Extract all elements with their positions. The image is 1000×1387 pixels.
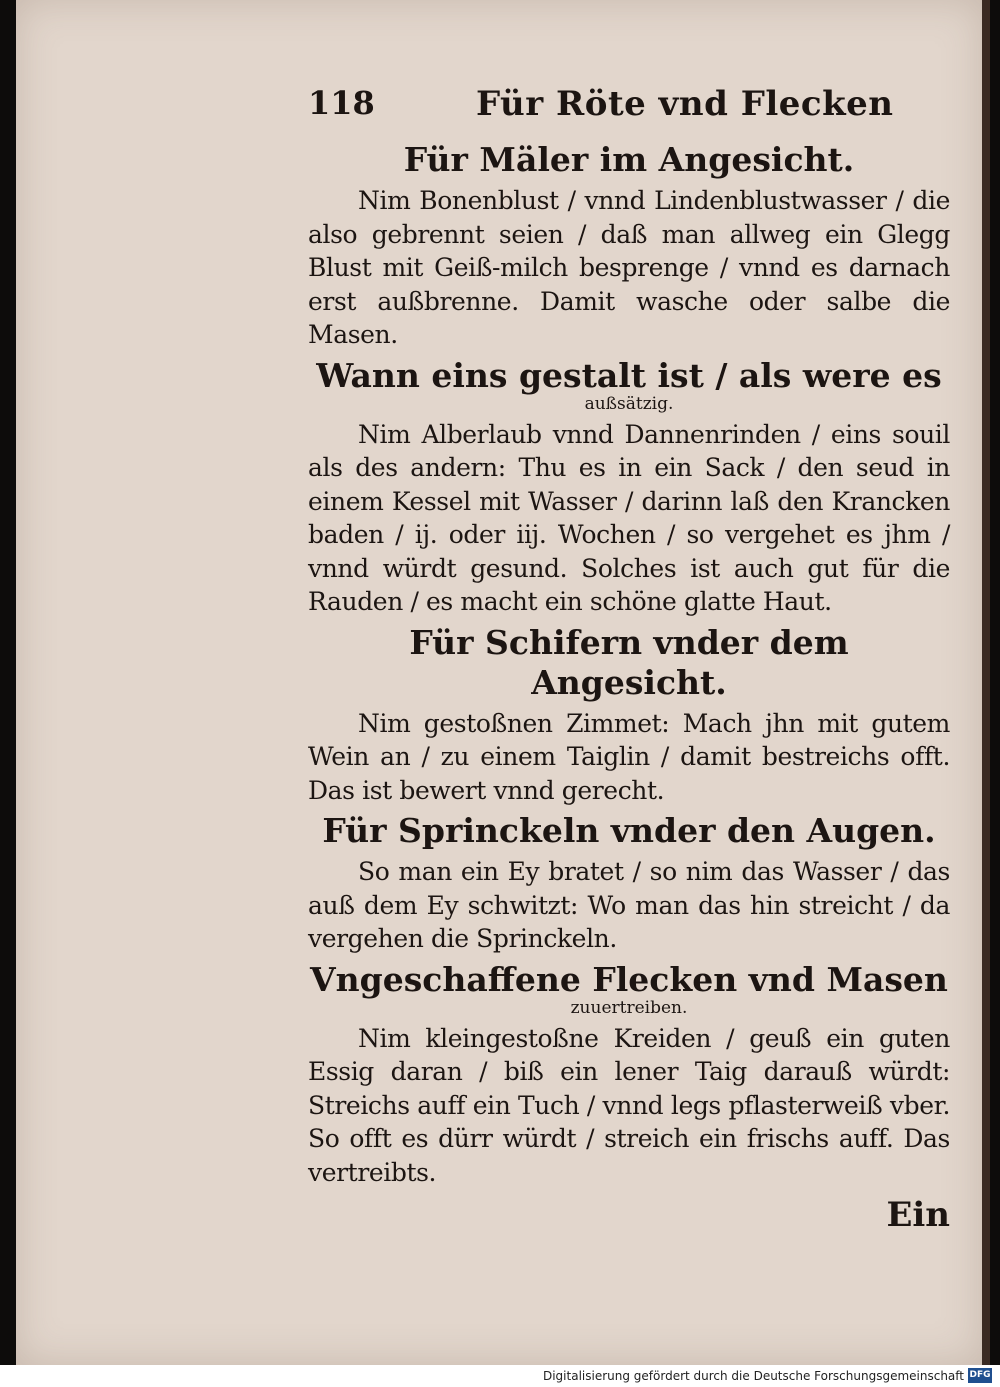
page-header: [308, 80, 950, 136]
section-schifern: [308, 623, 950, 808]
section-subheading: zuuertreiben.: [570, 997, 688, 1018]
section-subheading: außsätzig.: [584, 393, 674, 414]
section-text: So man ein Ey bratet / so nim das Wasser / das auß dem Ey schwitzt: Wo man das hin streicht / da vergehen die Sprinckeln.: [308, 857, 950, 953]
page-edge: [982, 0, 990, 1365]
section-maeler: [308, 140, 950, 352]
text-block: [308, 80, 950, 1235]
section-sprinckeln: [308, 811, 950, 956]
catchword: Ein: [886, 1195, 950, 1235]
section-heading: Vngeschaffene Flecken vnd Masen: [310, 959, 948, 999]
section-heading: Für Mäler im Angesicht.: [403, 140, 855, 179]
section-flecken: [308, 960, 950, 1190]
section-heading: Wann eins gestalt ist / als were es: [316, 355, 942, 395]
funding-credit: Digitalisierung gefördert durch die Deutsche Forschungsgemeinschaft: [542, 1369, 964, 1383]
section-heading: Für Sprinckeln vnder den Augen.: [322, 811, 936, 850]
running-head: Für Röte vnd Flecken: [476, 84, 894, 124]
footer-bar: [0, 1365, 1000, 1387]
section-text: Nim gestoßnen Zimmet: Mach jhn mit gutem Wein an / zu einem Taiglin / damit bestreichs offt. Das ist bewert vnnd gerecht.: [308, 708, 950, 805]
section-text: Nim Bonenblust / vnnd Lindenblustwasser / die also gebrennt seien / daß man allweg ein Glegg Blust mit Geiß-milch besprenge / vnnd es darnach erst außbrenne. Damit wasche oder salbe die Masen.: [308, 186, 950, 349]
section-heading: Für Schifern vnder dem Angesicht.: [409, 622, 849, 702]
section-text: Nim kleingestoßne Kreiden / geuß ein guten Essig daran / biß ein lener Taig darauß würdt: Streichs auff ein Tuch / vnnd legs pflasterweiß vber. So offt es dürr würdt / streich ein frischs auff. Das vertreibts.: [308, 1023, 950, 1187]
section-aussaetzig: [308, 356, 950, 619]
dfg-logo: DFG: [968, 1368, 992, 1383]
section-text: Nim Alberlaub vnnd Dannenrinden / eins souil als des andern: Thu es in ein Sack / den seud in einem Kessel mit Wasser / darinn laß den Krancken baden / ij. oder iij. Wochen / so vergehet es jhm / vnnd würdt gesund. Solches ist auch gut für die Rauden / es macht ein schöne glatte Haut.: [308, 419, 950, 616]
page-number: 118: [308, 84, 375, 122]
